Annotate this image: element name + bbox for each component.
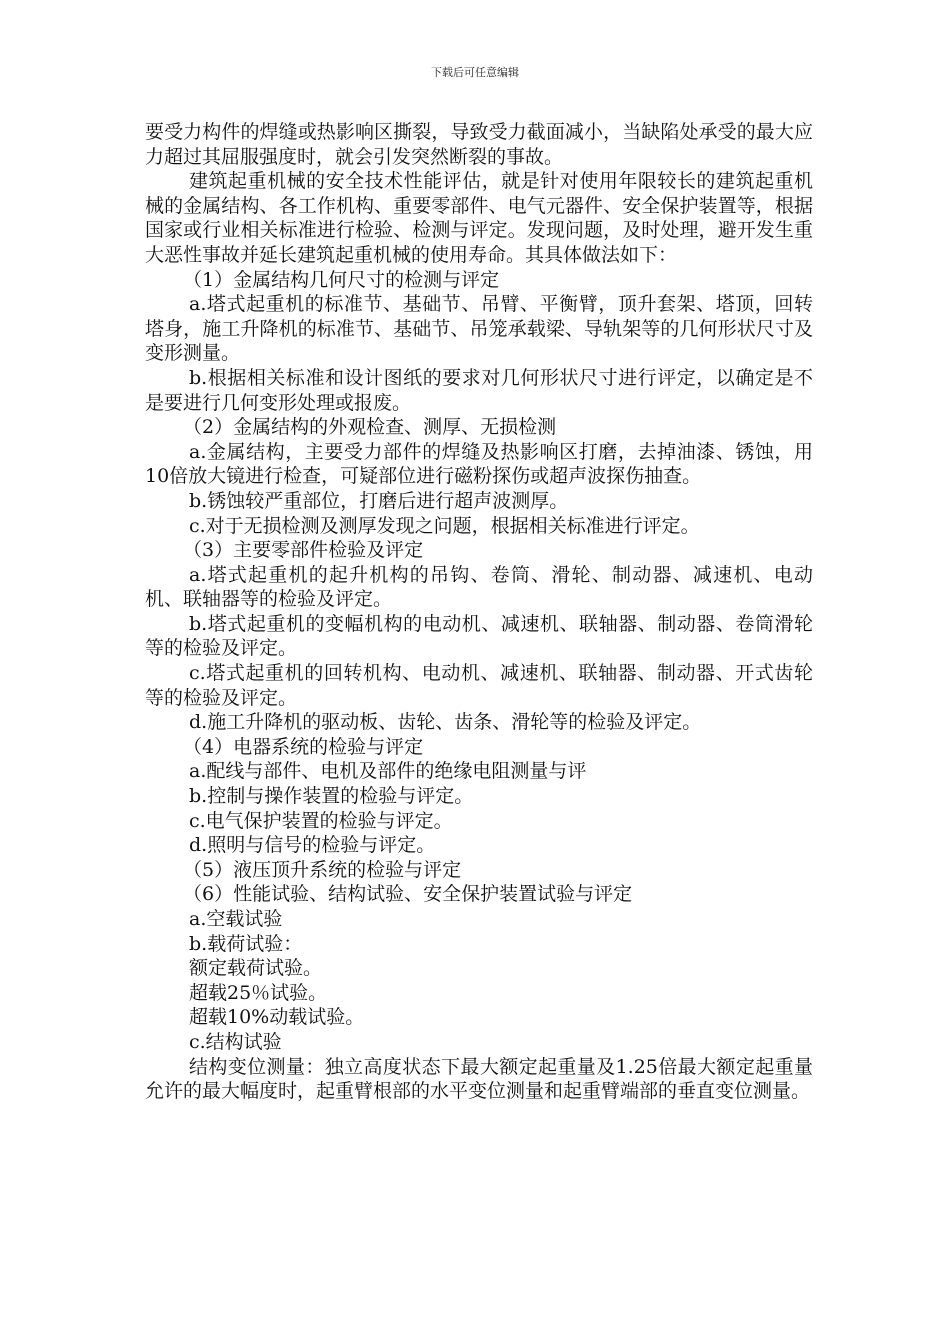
list-item: 超载25％试验。: [189, 981, 328, 1004]
list-item: c.电气保护装置的检验与评定。: [189, 809, 453, 832]
list-item: b.锈蚀较严重部位，打磨后进行超声波测厚。: [189, 489, 569, 512]
paragraph: 要受力构件的焊缝或热影响区撕裂，导致受力截面减小，当缺陷处承受的最大应力超过其屈服强度时，就会引发突然断裂的事故。: [145, 121, 813, 168]
section-heading: （6）性能试验、结构试验、安全保护装置试验与评定: [183, 883, 633, 906]
list-item: b.根据相关标准和设计图纸的要求对几何形状尺寸进行评定，以确定是不是要进行几何变形处理或报废。: [145, 366, 813, 414]
list-item: a.塔式起重机的起升机构的吊钩、卷筒、滑轮、制动器、减速机、电动机、联轴器等的检验及评定。: [145, 563, 813, 611]
paragraph: 结构变位测量：独立高度状态下最大额定起重量及1.25倍最大额定起重量允许的最大幅度时，起重臂根部的水平变位测量和起重臂端部的垂直变位测量。: [145, 1055, 813, 1103]
document-body: [145, 120, 813, 1104]
list-item: a.塔式起重机的标准节、基础节、吊臂、平衡臂，顶升套架、塔顶，回转塔身，施工升降机的标准节、基础节、吊笼承载梁、导轨架等的几何形状尺寸及变形测量。: [145, 293, 813, 365]
list-item: b.塔式起重机的变幅机构的电动机、减速机、联轴器、制动器、卷筒滑轮等的检验及评定。: [145, 612, 813, 660]
paragraph: 建筑起重机械的安全技术性能评估，就是针对使用年限较长的建筑起重机械的金属结构、各工作机构、重要零部件、电气元器件、安全保护装置等，根据国家或行业相关标准进行检验、检测与评定。发现问题，及时处理，避开发生重大恶性事故并延长建筑起重机械的使用寿命。其具体做法如下：: [145, 170, 813, 266]
list-item: a.金属结构，主要受力部件的焊缝及热影响区打磨，去掉油漆、锈蚀，用10倍放大镜进行检查，可疑部位进行磁粉探伤或超声波探伤抽查。: [145, 440, 813, 488]
list-item: a.配线与部件、电机及部件的绝缘电阻测量与评: [189, 760, 587, 783]
section-heading: （5）液压顶升系统的检验与评定: [183, 858, 462, 881]
page-header: 下载后可任意编辑: [431, 66, 519, 79]
list-item: b.控制与操作装置的检验与评定。: [189, 785, 474, 808]
section-heading: （3）主要零部件检验及评定: [183, 539, 424, 562]
list-item: d.照明与信号的检验与评定。: [189, 834, 436, 857]
list-item: a.空载试验: [189, 908, 283, 930]
list-item: c.塔式起重机的回转机构、电动机、减速机、联轴器、制动器、开式齿轮等的检验及评定。: [145, 662, 813, 709]
list-item: d.施工升降机的驱动板、齿轮、齿条、滑轮等的检验及评定。: [189, 711, 702, 734]
list-item: c.结构试验: [189, 1030, 282, 1053]
section-heading: （2）金属结构的外观检查、测厚、无损检测: [183, 416, 557, 439]
list-item: 额定载荷试验。: [189, 957, 323, 980]
list-item: c.对于无损检测及测厚发现之问题，根据相关标准进行评定。: [189, 514, 700, 537]
section-heading: （4）电器系统的检验与评定: [183, 735, 424, 758]
list-item: 超载10%动载试验。: [189, 1006, 365, 1029]
section-heading: （1）金属结构几何尺寸的检测与评定: [183, 268, 500, 291]
list-item: b.载荷试验：: [189, 932, 303, 955]
